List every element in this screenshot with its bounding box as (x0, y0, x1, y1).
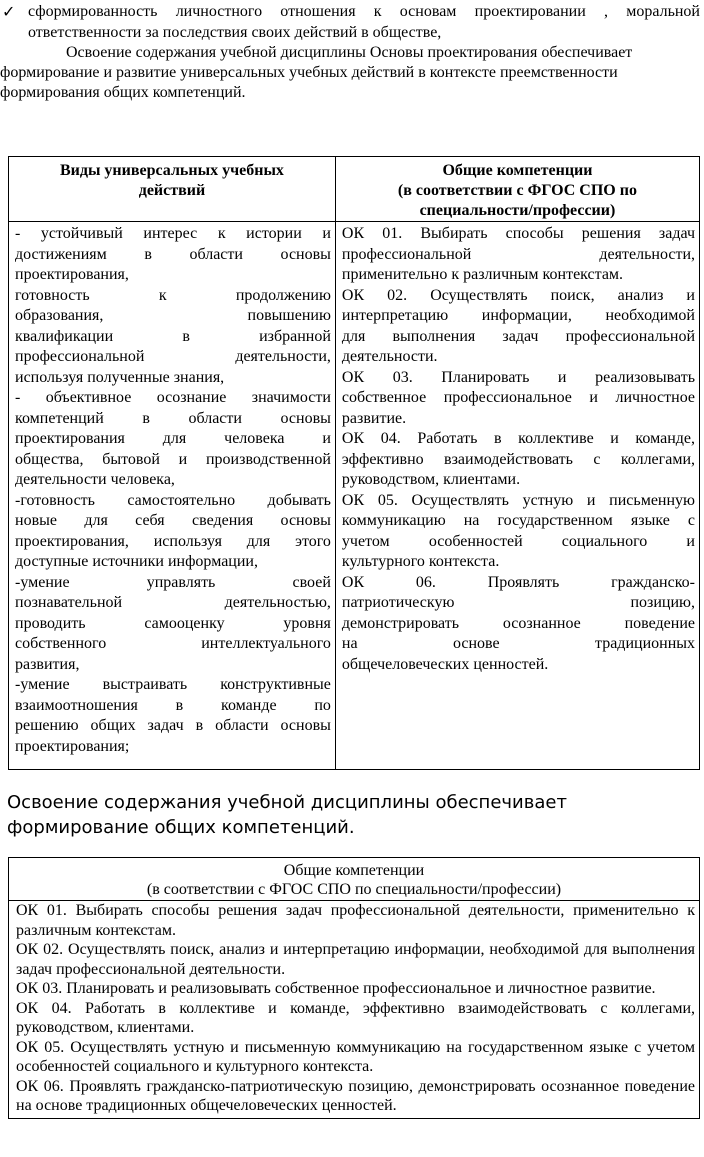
text-line: учетом особенностей социального и (341, 532, 695, 550)
header-line: Виды универсальных учебных (59, 162, 284, 179)
text-line: культурного контекста. (341, 553, 500, 570)
text-line: -умение управлять своей (15, 573, 331, 591)
header-line: (в соответствии с ФГОС СПО по специальности/профессии) (146, 881, 562, 898)
text-line: познавательной деятельностью, (15, 594, 331, 611)
text-line: деятельности. (341, 348, 438, 365)
competency-item: ОК 06. Проявлять гражданско-патриотическую позицию, демонстрировать осознанное поведение на основе традиционных общечеловеческих ценностей. (16, 1077, 695, 1114)
table-row (9, 222, 700, 770)
text-line: новые для себя сведения основы (15, 512, 331, 529)
learning-actions-cell (9, 222, 336, 770)
text-line: проектирования, (15, 266, 129, 283)
table-header-row (9, 858, 700, 901)
check-list-item (2, 1, 700, 43)
text-line: профессиональной деятельности, (15, 348, 331, 365)
text-line: решению общих задач в области основы (15, 717, 331, 734)
text-line: развития, (15, 655, 80, 673)
text-line: - объективное осознание значимости (15, 389, 331, 406)
text-line: компетенций в области основы (15, 409, 331, 427)
header-learning-actions (9, 157, 336, 222)
text-line: развитие. (341, 409, 407, 427)
general-competencies-table (8, 857, 700, 1119)
text-line: ОК 05. Осуществлять устную и письменную (341, 491, 695, 509)
text-line: коммуникацию на государственном языке с (341, 512, 695, 529)
header-general-competencies (9, 858, 700, 901)
text-line: демонстрировать осознанное поведение (341, 614, 695, 632)
general-competencies-cell (335, 222, 699, 770)
text-line: взаимоотношения в команде по (15, 696, 331, 714)
text-line: ОК 06. Проявлять гражданско- (341, 573, 695, 591)
text-line: ОК 03. Планировать и реализовывать (341, 368, 695, 386)
header-line: специальности/профессии) (419, 202, 616, 219)
intro-paragraph: Освоение содержания учебной дисциплины Основы проектирования обеспечивает формирование и развитие универсальных учебных действий в контексте преемственности формирования общих компетенций. (0, 44, 633, 101)
text-line: квалификации в избранной (15, 327, 331, 345)
text-line: ОК 01. Выбирать способы решения задач (341, 225, 695, 242)
check-list-item-text: сформированность личностного отношения к основам проектировании , моральной ответственности за последствия своих действий в обществе, (28, 3, 700, 41)
text-line: собственное профессиональное и личностное (341, 389, 695, 406)
header-line: действий (138, 182, 206, 199)
text-line: проектирования, используя для этого (15, 532, 331, 550)
text-line: применительно к различным контекстам. (341, 266, 624, 283)
competencies-mapping-table (8, 156, 700, 770)
text-line: -готовность самостоятельно добывать (15, 491, 331, 509)
text-line: доступные источники информации, (15, 553, 258, 570)
text-line: -умение выстраивать конструктивные (15, 676, 331, 693)
text-line: деятельности человека, (15, 471, 175, 488)
section-paragraph: Освоение содержания учебной дисциплины обеспечивает формирование общих компетенций. (7, 792, 567, 838)
header-line: (в соответствии с ФГОС СПО по (397, 182, 637, 199)
check-mark-icon: ✓ (2, 2, 16, 21)
text-line: руководством, клиентами. (341, 471, 521, 488)
text-line: проектирования для человека и (15, 430, 331, 447)
text-line: достижениям в области основы (15, 245, 331, 263)
header-line: Общие компетенции (442, 162, 593, 179)
competencies-list-cell (9, 901, 700, 1119)
text-line: профессиональной деятельности, (341, 245, 695, 263)
text-line: патриотическую позицию, (341, 594, 695, 611)
text-line: ОК 04. Работать в коллективе и команде, (341, 430, 695, 447)
text-line: на основе традиционных (341, 635, 695, 652)
table-row (9, 901, 700, 1119)
text-line: общечеловеческих ценностей. (341, 655, 549, 673)
competency-item: ОК 05. Осуществлять устную и письменную коммуникацию на государственном языке с учетом особенностей социального и культурного контекста. (16, 1038, 695, 1075)
text-line: используя полученные знания, (15, 368, 225, 386)
competency-item: ОК 01. Выбирать способы решения задач профессиональной деятельности, применительно к различным контекстам. (16, 902, 695, 939)
text-line: общества, бытовой и производственной (15, 450, 331, 468)
text-line: интерпретацию информации, необходимой (341, 307, 695, 324)
header-line: Общие компетенции (283, 862, 425, 879)
text-line: образования, повышению (15, 307, 331, 324)
text-line: проектирования; (15, 737, 130, 755)
competency-item: ОК 04. Работать в коллективе и команде, эффективно взаимодействовать с коллегами, руководством, клиентами. (16, 999, 695, 1036)
text-line: - устойчивый интерес к истории и (15, 225, 331, 242)
text-line: собственного интеллектуального (15, 635, 331, 652)
text-line: эффективно взаимодействовать с коллегами, (341, 450, 695, 468)
competency-item: ОК 03. Планировать и реализовывать собственное профессиональное и личностное развитие. (16, 980, 656, 997)
text-line: для выполнения задач профессиональной (341, 327, 695, 345)
text-line: готовность к продолжению (15, 286, 331, 304)
text-line: проводить самооценку уровня (15, 614, 331, 632)
text-line: ОК 02. Осуществлять поиск, анализ и (341, 286, 695, 304)
competency-item: ОК 02. Осуществлять поиск, анализ и интерпретацию информации, необходимой для выполнения задач профессиональной деятельности. (16, 941, 695, 978)
table-header-row (9, 157, 700, 222)
header-general-competencies (335, 157, 699, 222)
